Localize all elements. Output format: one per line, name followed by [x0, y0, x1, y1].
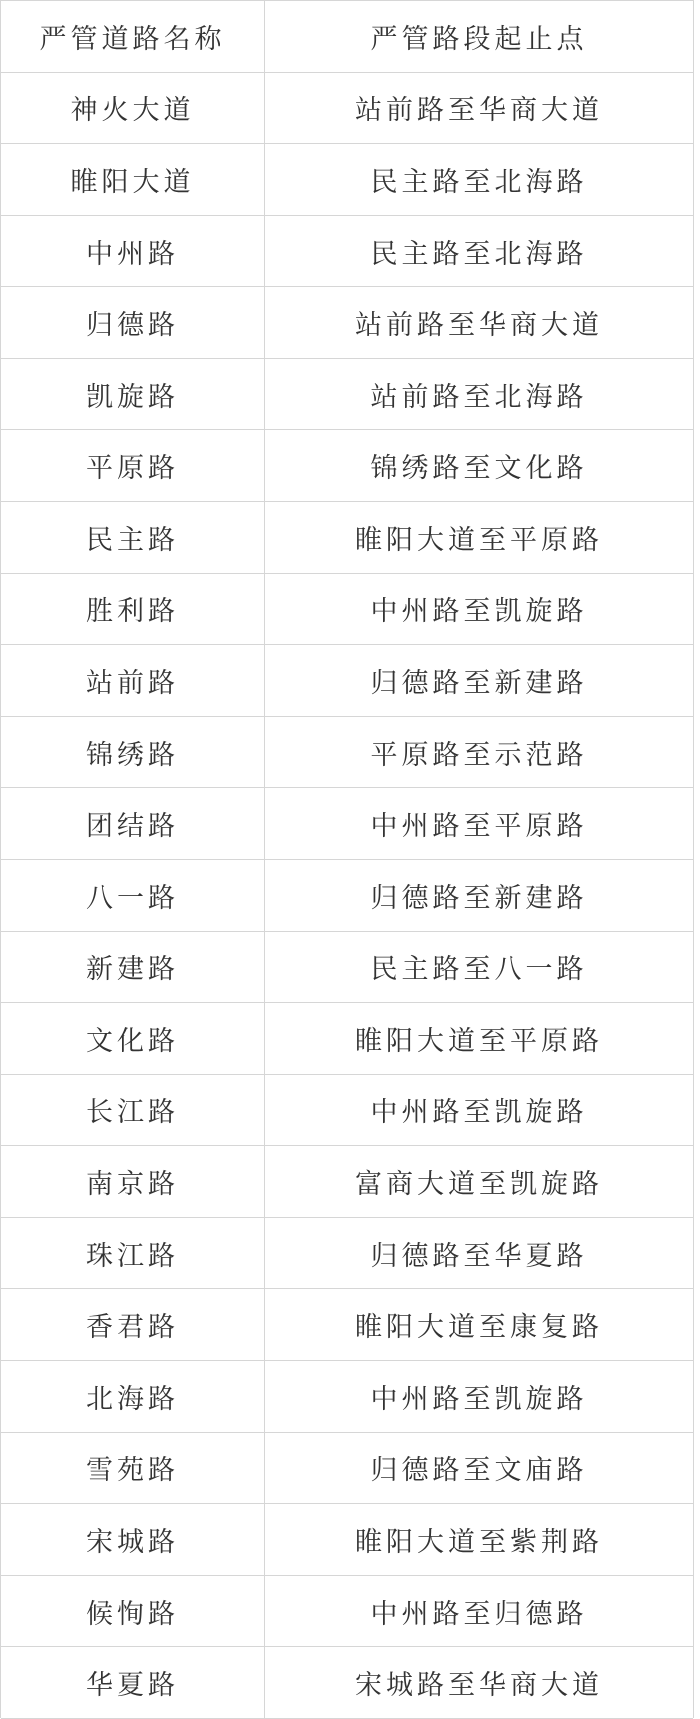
segment-cell: 民主路至北海路 — [370, 166, 588, 198]
segment-cell: 民主路至八一路 — [370, 954, 588, 986]
segment-cell: 民主路至北海路 — [370, 238, 588, 270]
segment-cell: 站前路至北海路 — [370, 381, 588, 413]
table-row — [1, 215, 693, 287]
segment-cell: 平原路至示范路 — [370, 739, 588, 771]
segment-cell: 中州路至凯旋路 — [370, 1383, 588, 1415]
table-row — [1, 644, 693, 716]
road-name-cell: 神火大道 — [1, 73, 265, 144]
segment-cell: 睢阳大道至平原路 — [355, 1025, 603, 1057]
table-row — [1, 358, 693, 430]
road-name-cell: 中州路 — [1, 216, 265, 287]
segment-cell: 归德路至新建路 — [370, 667, 588, 699]
table-row — [1, 716, 693, 788]
table-row — [1, 72, 693, 144]
table-row — [1, 1002, 693, 1074]
road-name-cell: 站前路 — [1, 645, 265, 716]
segment-cell: 站前路至华商大道 — [355, 95, 603, 127]
table-row — [1, 501, 693, 573]
table-row — [1, 859, 693, 931]
road-name-cell: 南京路 — [1, 1146, 265, 1217]
road-name-cell: 雪苑路 — [1, 1433, 265, 1504]
table-row — [1, 1360, 693, 1432]
road-name-cell: 凯旋路 — [1, 359, 265, 430]
road-name-cell: 新建路 — [1, 932, 265, 1003]
road-name-cell: 锦绣路 — [1, 717, 265, 788]
segment-cell: 锦绣路至文化路 — [370, 453, 588, 485]
road-name-cell: 民主路 — [1, 502, 265, 573]
road-name-cell: 北海路 — [1, 1361, 265, 1432]
road-name-cell: 香君路 — [1, 1289, 265, 1360]
segment-cell: 睢阳大道至康复路 — [355, 1312, 603, 1344]
table-row — [1, 429, 693, 501]
road-name-cell: 候恂路 — [1, 1576, 265, 1647]
table-row — [1, 1432, 693, 1504]
table-header-row — [1, 0, 693, 72]
road-name-cell: 归德路 — [1, 287, 265, 358]
road-name-cell: 胜利路 — [1, 574, 265, 645]
segment-cell: 中州路至平原路 — [370, 811, 588, 843]
table-row — [1, 787, 693, 859]
road-name-cell: 珠江路 — [1, 1218, 265, 1289]
segment-cell: 中州路至凯旋路 — [370, 1097, 588, 1129]
road-name-cell: 宋城路 — [1, 1504, 265, 1575]
table-row — [1, 1145, 693, 1217]
road-name-cell: 团结路 — [1, 788, 265, 859]
header-segment: 严管路段起止点 — [370, 23, 588, 55]
segment-cell: 中州路至凯旋路 — [370, 596, 588, 628]
road-name-cell: 八一路 — [1, 860, 265, 931]
table-row — [1, 1217, 693, 1289]
table-row — [1, 931, 693, 1003]
segment-cell: 富商大道至凯旋路 — [355, 1169, 603, 1201]
table-row — [1, 1646, 693, 1719]
segment-cell: 归德路至华夏路 — [370, 1240, 588, 1272]
road-name-cell: 平原路 — [1, 430, 265, 501]
segment-cell: 宋城路至华商大道 — [355, 1670, 603, 1702]
segment-cell: 归德路至新建路 — [370, 882, 588, 914]
table-row — [1, 1503, 693, 1575]
table-row — [1, 286, 693, 358]
table-row — [1, 1575, 693, 1647]
header-road-name: 严管道路名称 — [1, 1, 265, 72]
segment-cell: 中州路至归德路 — [370, 1598, 588, 1630]
table-row — [1, 1074, 693, 1146]
table-row — [1, 143, 693, 215]
segment-cell: 归德路至文庙路 — [370, 1455, 588, 1487]
table-row — [1, 1288, 693, 1360]
road-name-cell: 文化路 — [1, 1003, 265, 1074]
segment-cell: 睢阳大道至紫荆路 — [355, 1526, 603, 1558]
segment-cell: 站前路至华商大道 — [355, 310, 603, 342]
road-name-cell: 长江路 — [1, 1075, 265, 1146]
road-name-cell: 华夏路 — [1, 1647, 265, 1718]
table-row — [1, 573, 693, 645]
segment-cell: 睢阳大道至平原路 — [355, 524, 603, 556]
road-name-cell: 睢阳大道 — [1, 144, 265, 215]
